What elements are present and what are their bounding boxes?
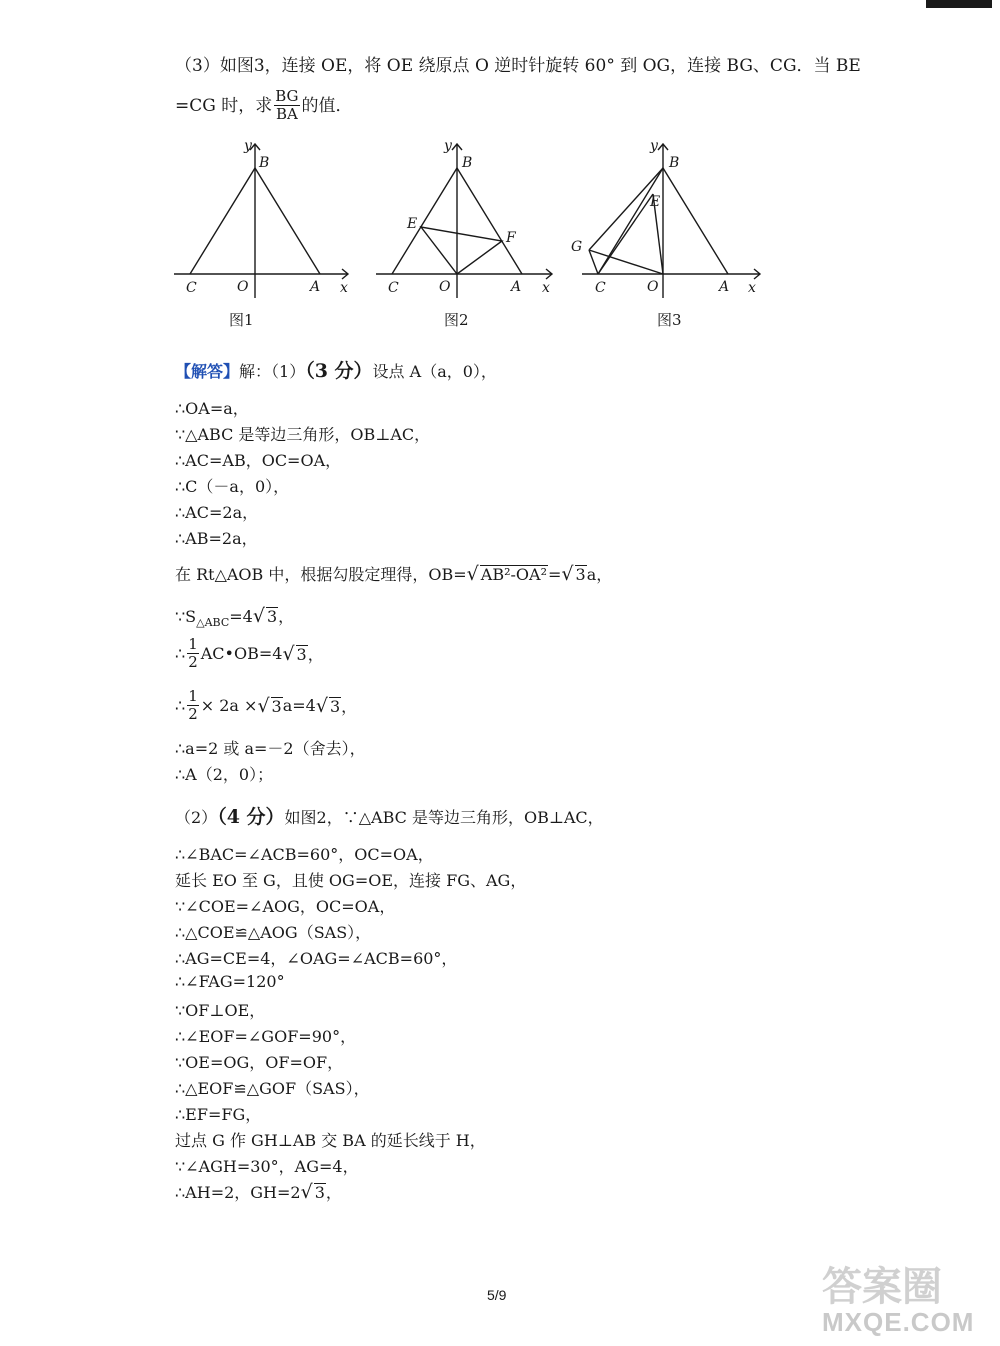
fig2-triangle-eof xyxy=(421,227,502,274)
fig1-label-o: O xyxy=(237,279,249,295)
sqrt-symbol: √ xyxy=(257,694,270,717)
solution-line: 延长 EO 至 G，且使 OG=OE，连接 FG、AG， xyxy=(175,871,527,890)
solution-header-tail: 设点 A（a，0）， xyxy=(372,362,497,381)
sqrt-symbol: √ xyxy=(561,563,574,585)
last-line xyxy=(175,1180,342,1203)
part2-score: （4 分） xyxy=(217,806,285,828)
fig3-label-b: B xyxy=(669,155,680,171)
fig3-caption: 图3 xyxy=(657,311,682,329)
fig3-label-e: E xyxy=(650,194,661,210)
fig2-label-a: A xyxy=(511,279,522,295)
fraction-numerator: 1 xyxy=(188,687,198,705)
watermark xyxy=(822,1255,992,1340)
half-substitute-tail: ， xyxy=(341,697,358,716)
area-line xyxy=(175,604,294,629)
half-product-line xyxy=(175,636,324,671)
fig2-label-o: O xyxy=(439,279,451,295)
sqrt-symbol: √ xyxy=(300,1181,313,1203)
half-substitute-mid2: a=4 xyxy=(282,696,316,715)
solution-line: ∴EF=FG， xyxy=(175,1105,262,1124)
part2-header xyxy=(175,802,604,829)
half-product-mid: AC•OB=4 xyxy=(200,644,283,663)
solution-line: ∵OE=OG，OF=OF， xyxy=(175,1053,344,1072)
solution-line: ∴a=2 或 a=－2（舍去）， xyxy=(175,739,366,758)
fig1-label-a: A xyxy=(310,279,321,295)
geometry-figures xyxy=(168,136,768,336)
solution-line: ∴∠EOF=∠GOF=90°， xyxy=(175,1027,357,1046)
fig3-segment-cg xyxy=(589,250,598,274)
sqrt-symbol: √ xyxy=(466,563,479,585)
fig2-label-c: C xyxy=(388,280,399,296)
solution-header xyxy=(175,356,497,383)
fig1-y-label: y xyxy=(244,138,252,154)
area-subscript: △ABC xyxy=(196,616,230,630)
solution-line: ∴AC=AB，OC=OA， xyxy=(175,451,342,470)
area-equals: =4 xyxy=(229,607,253,626)
pythagoras-prefix: 在 Rt△AOB 中，根据勾股定理得，OB= xyxy=(175,565,467,584)
fig3-label-o: O xyxy=(647,279,659,295)
fraction-denominator: BA xyxy=(275,105,298,123)
sqrt-radicand: 3 xyxy=(271,696,282,716)
fig3-x-label: x xyxy=(748,280,756,296)
therefore: ∴ xyxy=(175,696,186,715)
solution-line: ∵OF⊥OE， xyxy=(175,1001,266,1020)
solution-line: ∴AC=2a， xyxy=(175,503,259,522)
sqrt-radicand: 3 xyxy=(296,644,307,664)
problem-line-2 xyxy=(175,88,895,123)
solution-line: ∵∠AGH=30°，AG=4， xyxy=(175,1157,359,1176)
fraction-half xyxy=(187,636,199,671)
fig1-x-label: x xyxy=(340,280,348,296)
solution-line: ∴∠FAG=120° xyxy=(175,972,285,991)
area-prefix: ∵S xyxy=(175,607,197,626)
fig3-y-label: y xyxy=(650,138,658,154)
fig3-label-c: C xyxy=(595,280,606,296)
corner-mark xyxy=(926,0,992,8)
fig2-label-b: B xyxy=(462,155,473,171)
solution-tag: 【解答】 xyxy=(175,362,240,381)
area-tail: ， xyxy=(278,607,295,626)
part2-header-tail: 如图2，∵△ABC 是等边三角形，OB⊥AC， xyxy=(284,808,604,827)
fraction-denominator: 2 xyxy=(188,653,198,671)
part1-score: （3 分） xyxy=(305,360,373,382)
fig1-label-b: B xyxy=(259,155,270,171)
fig3-label-a: A xyxy=(719,279,730,295)
equals: = xyxy=(548,565,562,584)
last-line-prefix: ∴AH=2，GH=2 xyxy=(175,1183,301,1202)
solution-line: ∵∠COE=∠AOG，OC=OA， xyxy=(175,897,396,916)
fig2-x-label: x xyxy=(542,280,550,296)
fraction-numerator: 1 xyxy=(188,635,198,653)
fraction-bg-ba xyxy=(274,88,299,123)
part2-label: （2） xyxy=(175,808,218,827)
problem-statement xyxy=(175,52,895,123)
sqrt-symbol: √ xyxy=(315,694,328,717)
problem-line-2-prefix: =CG 时，求 xyxy=(175,95,273,116)
last-line-tail: ， xyxy=(325,1183,342,1202)
watermark-en: MXQE.COM xyxy=(822,1307,975,1337)
solution-line: ∴△EOF≌△GOF（SAS）， xyxy=(175,1079,370,1098)
fig1-label-c: C xyxy=(186,280,197,296)
problem-line-1: （3）如图3，连接 OE，将 OE 绕原点 O 逆时针旋转 60° 到 OG，连接 BG、CG．当 BE xyxy=(175,56,861,76)
solution-part1-label: 解：（1） xyxy=(239,362,306,381)
solution-line: ∴AB=2a， xyxy=(175,529,258,548)
half-product-tail: ， xyxy=(307,645,324,664)
half-substitute-mid: × 2a × xyxy=(200,696,258,715)
sqrt-symbol: √ xyxy=(282,642,295,665)
sqrt-radicand: 3 xyxy=(575,565,586,584)
half-substitute-line xyxy=(175,688,357,723)
therefore: ∴ xyxy=(175,644,186,663)
solution-line: ∵△ABC 是等边三角形，OB⊥AC， xyxy=(175,425,431,444)
pythagoras-line xyxy=(175,562,612,585)
fig2-y-label: y xyxy=(444,138,452,154)
solution-line: ∴△COE≌△AOG（SAS）， xyxy=(175,923,372,942)
solution-line: ∴∠BAC=∠ACB=60°，OC=OA， xyxy=(175,845,434,864)
solution-line: ∴OA=a， xyxy=(175,399,249,418)
fraction-numerator: BG xyxy=(275,87,299,105)
problem-line-2-suffix: 的值． xyxy=(301,95,353,116)
sqrt-radicand: AB²-OA² xyxy=(480,565,547,584)
fig2-label-e: E xyxy=(407,216,418,232)
watermark-cn: 答案圈 xyxy=(822,1264,942,1310)
fig3-label-g: G xyxy=(571,239,583,255)
sqrt-radicand: 3 xyxy=(314,1183,325,1202)
fig2-caption: 图2 xyxy=(444,311,469,329)
solution-line: ∴AG=CE=4，∠OAG=∠ACB=60°， xyxy=(175,949,458,968)
page-number: 5/9 xyxy=(487,1287,507,1303)
fraction-denominator: 2 xyxy=(188,705,198,723)
fig1-caption: 图1 xyxy=(229,311,254,329)
solution-line: ∴C（－a，0）， xyxy=(175,477,290,496)
solution-line: ∴A（2，0）； xyxy=(175,765,274,784)
fraction-half xyxy=(187,688,199,723)
sqrt-radicand: 3 xyxy=(329,696,341,716)
sqrt-symbol: √ xyxy=(252,605,265,627)
solution-line: 过点 G 作 GH⊥AB 交 BA 的延长线于 H， xyxy=(175,1131,486,1150)
fig2-label-f: F xyxy=(506,230,516,246)
sqrt-radicand: 3 xyxy=(266,607,278,626)
figures-area xyxy=(168,136,768,336)
pythagoras-tail: a， xyxy=(586,565,613,584)
